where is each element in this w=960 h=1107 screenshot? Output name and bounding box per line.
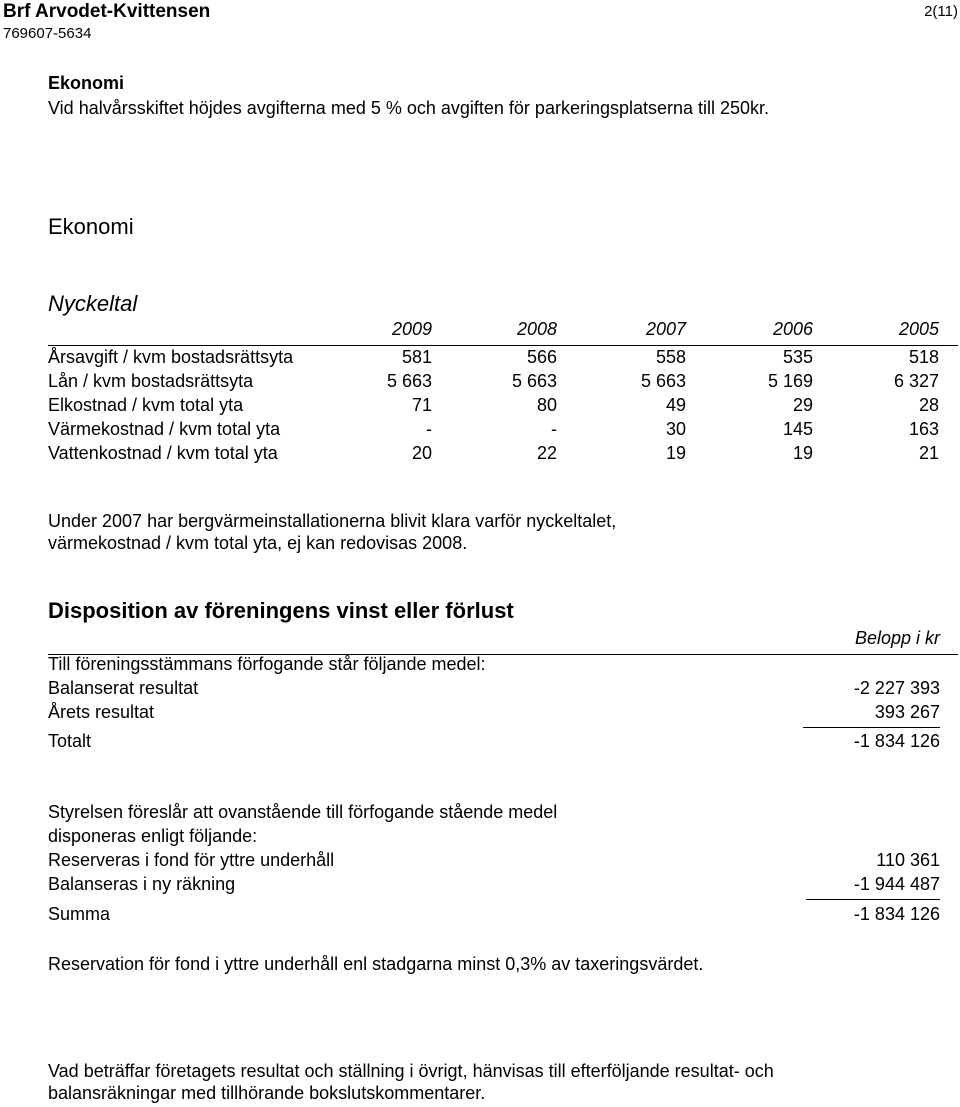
key-figures-note-line2: värmekostnad / kvm total yta, ej kan redovisas 2008. xyxy=(48,533,468,553)
intro-text: Vid halvårsskiftet höjdes avgifterna med 5 % och avgiften för parkeringsplatserna till 250kr. xyxy=(48,98,770,118)
reserve-label: Reserveras i fond för yttre underhåll xyxy=(48,850,335,870)
balanced-result-value: -2 227 393 xyxy=(853,678,940,698)
proposal-line1: Styrelsen föreslår att ovanstående till förfogande stående medel xyxy=(48,802,558,822)
row-value: 71 xyxy=(411,395,432,415)
row-value: 145 xyxy=(782,419,813,439)
row-value: 29 xyxy=(792,395,813,415)
year-header: 2008 xyxy=(516,319,557,339)
sum-rule xyxy=(806,899,940,900)
reservation-note: Reservation för fond i yttre underhåll enl stadgarna minst 0,3% av taxeringsvärdet. xyxy=(48,954,704,974)
row-value: - xyxy=(551,419,557,439)
row-value: 6 327 xyxy=(893,371,939,391)
carry-forward-label: Balanseras i ny räkning xyxy=(48,874,236,894)
row-value: 80 xyxy=(536,395,557,415)
row-value: 5 663 xyxy=(511,371,557,391)
year-header: 2005 xyxy=(898,319,939,339)
row-label: Årsavgift / kvm bostadsrättsyta xyxy=(48,347,294,367)
row-value: 581 xyxy=(401,347,432,367)
row-value: 518 xyxy=(908,347,939,367)
year-result-label: Årets resultat xyxy=(48,702,155,722)
economy-heading: Ekonomi xyxy=(48,214,134,239)
year-result-value: 393 267 xyxy=(874,702,940,722)
amount-header: Belopp i kr xyxy=(854,628,940,648)
proposal-line2: disponeras enligt följande: xyxy=(48,826,258,846)
row-value: 22 xyxy=(536,443,557,463)
closing-line2: balansräkningar med tillhörande bokslutskommentarer. xyxy=(48,1083,486,1103)
row-value: 49 xyxy=(665,395,686,415)
row-value: 558 xyxy=(655,347,686,367)
row-value: 21 xyxy=(918,443,939,463)
balanced-result-label: Balanserat resultat xyxy=(48,678,199,698)
row-value: 566 xyxy=(526,347,557,367)
page-number: 2(11) xyxy=(924,3,958,20)
row-label: Värmekostnad / kvm total yta xyxy=(48,419,281,439)
row-value: 5 169 xyxy=(767,371,813,391)
company-name: Brf Arvodet-Kvittensen xyxy=(3,1,211,22)
row-value: 28 xyxy=(918,395,939,415)
row-label: Lån / kvm bostadsrättsyta xyxy=(48,371,254,391)
disposition-heading: Disposition av föreningens vinst eller förlust xyxy=(48,598,514,623)
available-funds-label: Till föreningsstämmans förfogande står följande medel: xyxy=(48,654,486,674)
sum-value: -1 834 126 xyxy=(853,904,940,924)
carry-forward-value: -1 944 487 xyxy=(853,874,940,894)
header-rule xyxy=(48,345,958,346)
closing-line1: Vad beträffar företagets resultat och ställning i övrigt, hänvisas till efterföljande resultat- och xyxy=(48,1061,774,1081)
row-value: 5 663 xyxy=(640,371,686,391)
intro-heading: Ekonomi xyxy=(48,73,125,93)
row-label: Elkostnad / kvm total yta xyxy=(48,395,244,415)
total-rule xyxy=(803,727,940,728)
row-value: 20 xyxy=(411,443,432,463)
year-header: 2006 xyxy=(772,319,813,339)
row-value: 163 xyxy=(908,419,939,439)
key-figures-note-line1: Under 2007 har bergvärmeinstallationerna blivit klara varför nyckeltalet, xyxy=(48,511,617,531)
row-label: Vattenkostnad / kvm total yta xyxy=(48,443,278,463)
year-header: 2009 xyxy=(391,319,432,339)
total-value: -1 834 126 xyxy=(853,731,940,751)
row-value: 5 663 xyxy=(386,371,432,391)
reserve-value: 110 361 xyxy=(876,850,940,870)
total-label: Totalt xyxy=(48,731,92,751)
sum-label: Summa xyxy=(48,904,111,924)
row-value: 19 xyxy=(665,443,686,463)
row-value: 30 xyxy=(665,419,686,439)
row-value: - xyxy=(426,419,432,439)
row-value: 19 xyxy=(792,443,813,463)
year-header: 2007 xyxy=(645,319,686,339)
key-figures-heading: Nyckeltal xyxy=(48,291,138,316)
org-number: 769607-5634 xyxy=(3,25,92,42)
row-value: 535 xyxy=(782,347,813,367)
